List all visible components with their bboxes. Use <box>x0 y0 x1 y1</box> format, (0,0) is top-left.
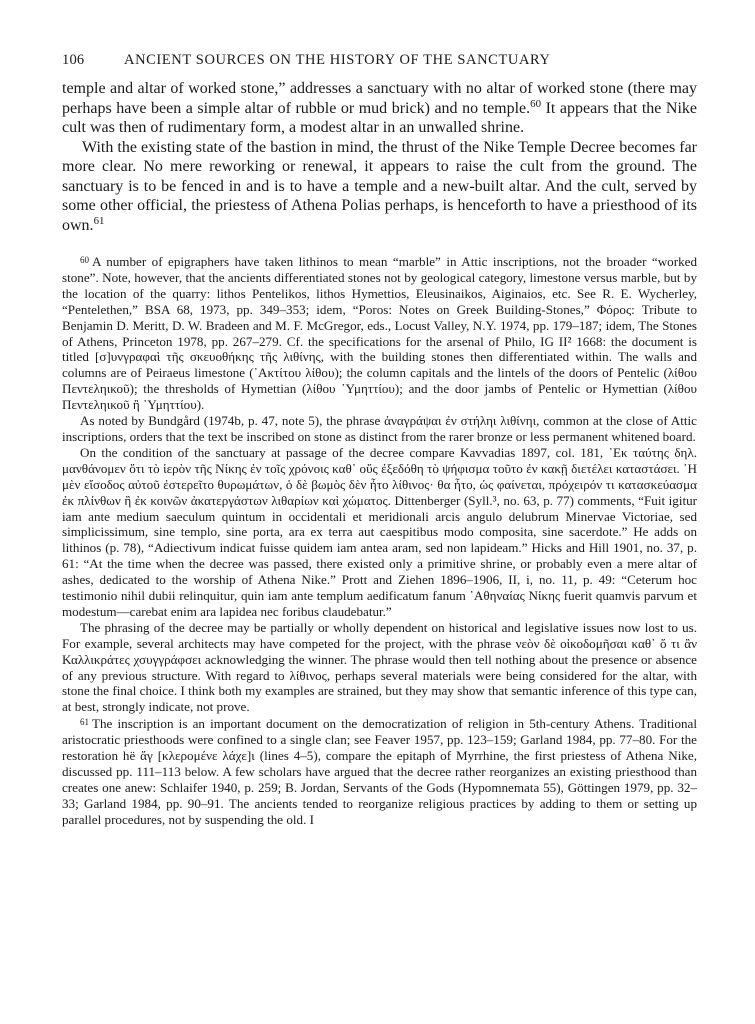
footnote-ref[interactable]: 60 <box>530 97 542 110</box>
footnote-number: 61 <box>80 717 89 728</box>
body-paragraph <box>62 138 697 236</box>
paragraph-text: With the existing state of the bastion in mind, the thrust of the Nike Temple Decree becomes far more clear. No mere reworking or renewal, it appears to raise the cult from the ground. The sanctuary is to be fenced in and is to have a temple and a new-built altar. And the cult, served by some other official, the priestess of Athena Polias perhaps, is henceforth to have a priesthood of its own. <box>62 138 697 234</box>
paragraph-text: It appears that the Nike cult was then of rudimentary form, a modest altar in an unwalled shrine. <box>62 99 698 136</box>
footnote-paragraph: The phrasing of the decree may be partially or wholly dependent on historical and legislative issues now lost to us. For example, several architects may have competed for the project, with the phrase νεὸν δὲ οἰκοδομῆσαι καθ᾽ ὅ τι ἂν Καλλικράτες χσυγγράφσει acknowledging the winner. The phrase would then tell nothing about the presence or absence of any previous structure. With regard to λίθινος, perhaps several materials were being considered for the altar, with stone the final choice. I think both my examples are strained, but they may show that semantic inference of this type can, at best, strongly indicate, not prove. <box>62 619 697 715</box>
footnote-ref[interactable]: 61 <box>93 214 105 227</box>
page-number: 106 <box>62 52 85 68</box>
footnote-paragraph: As noted by Bundgård (1974b, p. 47, note 5), the phrase ἀναγράψαι ἐν στήληι λιθίνηι, common at the close of Attic inscriptions, orders that the text be inscribed on stone as distinct from the rarer bronze or less permanent whitened board. <box>62 413 697 444</box>
running-title: ANCIENT SOURCES ON THE HISTORY OF THE SANCTUARY <box>124 52 551 68</box>
footnote-60 <box>62 253 697 413</box>
main-text <box>62 79 697 235</box>
footnotes <box>62 253 697 828</box>
footnote-61 <box>62 715 697 827</box>
footnote-text: A number of epigraphers have taken lithinos to mean “marble” in Attic inscriptions, not the broader “worked stone”. Note, however, that the ancients differentiated stones not by geological category, limestone versus marble, but by the location of the quarry: lithos Pentelikos, lithos Hymettios, Eleusinaikos, Aiginaios, etc. See R. E. Wycherley, “Pentelethen,” BSA 68, 1973, pp. 349–353; idem, “Poros: Notes on Greek Building-Stones,” Φόρος: Tribute to Benjamin D. Meritt, D. W. Bradeen and M. F. McGregor, eds., Locust Valley, N.Y. 1974, pp. 179–187; idem, The Stones of Athens, Princeton 1978, pp. 267–279. Cf. the specifications for the arsenal of Philo, IG II² 1668: the document is titled [σ]υνγραφαὶ τῆς σκευοθήκης τῆς λιθίνης, with the building stones then differentiated within. The walls and columns are of Peiraeus limestone (᾽Ακτίτου λίθου); the column capitals and the lintels of the doors of Pentelic (λίθου Πεντεληικοῦ); the thresholds of Hymettian (λίθου ᾿Υμηττίου); and the door jambs of Pentelic or Hymettian (λίθου Πεντεληικοῦ ἢ ᾿Υμηττίου). <box>62 254 697 413</box>
body-paragraph <box>62 79 697 138</box>
footnote-text: The inscription is an important document on the democratization of religion in 5th-century Athens. Traditional aristocratic priesthoods were confined to a single clan; see Feaver 1957, pp. 123–159; Garland 1984, pp. 77–80. For the restoration hë ἄγ [κλερομένε λάχε]ι (lines 4–5), compare the epitaph of Myrrhine, the first priestess of Athena Nike, discussed pp. 111–113 below. A few scholars have argued that the decree rather reorganizes an existing priesthood than creates one anew: Schlaifer 1940, p. 259; B. Jordan, Servants of the Gods (Hypomnemata 55), Göttingen 1979, pp. 32–33; Garland 1984, pp. 90–91. The ancients tended to reorganize religious practices by adding to them or setting up parallel procedures, not by suspending the old. I <box>62 716 697 827</box>
footnote-number: 60 <box>80 255 89 265</box>
page-header <box>62 52 697 69</box>
paragraph-text: temple and altar of worked stone,” addresses a sanctuary with no altar of worked stone (there may perhaps have been a simple altar of rubble or mud brick) and no temple. <box>62 80 697 117</box>
footnote-paragraph: On the condition of the sanctuary at passage of the decree compare Kavvadias 1897, col. 181, ᾽Εκ ταύτης δηλ. μανθάνομεν ὅτι τὸ ἱερὸν τῆς Νίκης ἐν τοῖς χρόνοις καθ᾽ οὕς ἐξεδόθη τὸ ψήφισμα τοῦτο ἐν κακῇ διετέλει καταστάσει. ᾿Η μὲν εἴσοδος αὐτοῦ ἐστερεῖτο θυρωμάτων, ὁ δὲ βωμὸς δὲν ἦτο λίθινος· θα ἦτο, ὡς φαίνεται, πρόχειρόν τι κατασκεύασμα ἐκ πλίνθων ἢ ἐκ κοινῶν ἀκατεργάστων λιθαρίων καὶ χώματος. Dittenberger (Syll.³, no. 63, p. 77) comments, “Fuit igitur iam ante medium saeculum quintum in occidentali et meridionali arcis angulo delubrum Minervae Victoriae, sed simplicissimum, sine templo, sine porta, ara ex terra aut caespitibus modo composita, sine sacerdote.” He adds on lithinos (p. 78), “Adiectivum indicat fuisse quidem iam antea aram, sed non lapideam.” Hicks and Hill 1901, no. 37, p. 61: “At the time when the decree was passed, there existed only a primitive shrine, or probably even a mere altar of ashes, dedicated to the worship of Athena Nike.” Prott and Ziehen 1896–1906, II, i, no. 11, p. 49: “Ceterum hoc testimonio nihil dubii relinquitur, quin iam ante templum aedificatum fanum ᾽Αθηναίας Νίκης fuerit quamvis parvum et modestum—carebat enim ara lapidea nec foribus claudebatur.” <box>62 444 697 619</box>
